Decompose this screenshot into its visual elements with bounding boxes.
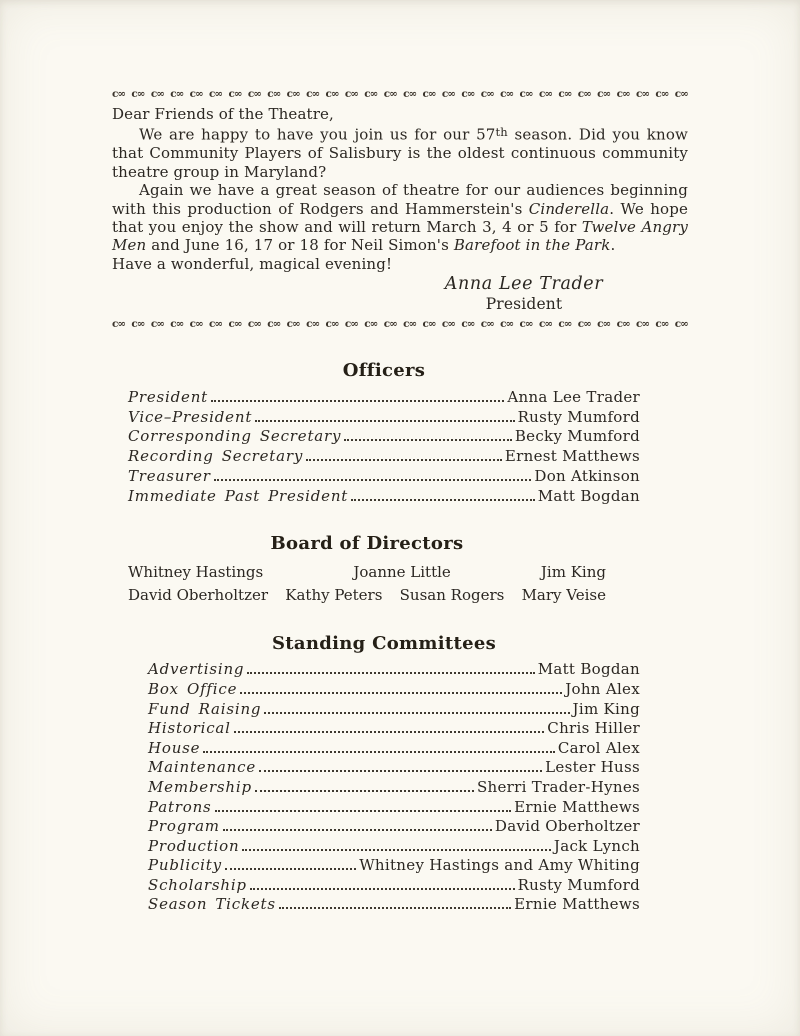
committee-name: Patrons (148, 797, 212, 816)
dot-leader (225, 868, 356, 870)
officers-heading: Officers (342, 359, 426, 381)
chain-link-ornament-icon: c∞ (461, 317, 475, 330)
chain-link-ornament-icon: c∞ (403, 88, 417, 100)
officers-list (128, 386, 640, 505)
committee-row (128, 816, 640, 836)
committee-row (128, 718, 640, 738)
board-heading: Board of Directors (270, 532, 464, 554)
chain-link-ornament-icon: c∞ (674, 317, 688, 330)
chain-link-ornament-icon: c∞ (500, 88, 514, 100)
dot-leader (264, 712, 569, 714)
officer-title: Recording Secretary (128, 447, 304, 466)
committees-list (128, 659, 640, 914)
chain-link-ornament-icon: c∞ (344, 317, 359, 330)
officer-name: Don Atkinson (534, 466, 640, 485)
paragraph-text: We are happy to have you join us for our 57 (139, 125, 496, 144)
board-member: Jim King (540, 562, 606, 581)
ordinal-superscript: th (495, 125, 508, 140)
chain-link-ornament-icon: c∞ (480, 88, 494, 100)
committee-name: Publicity (148, 856, 222, 875)
committee-chair: Chris Hiller (547, 719, 640, 738)
officer-name: Matt Bogdan (537, 486, 640, 505)
board-row (128, 561, 606, 584)
committee-chair: Lester Huss (545, 758, 640, 777)
chain-link-ornament-icon: c∞ (519, 88, 533, 100)
committee-name: Program (148, 817, 220, 836)
chain-link-ornament-icon: c∞ (150, 317, 164, 330)
committee-row (128, 894, 640, 914)
dot-leader (240, 692, 562, 694)
chain-link-ornament-icon: c∞ (577, 317, 591, 330)
board-member-rows (128, 561, 606, 607)
chain-link-ornament-icon: c∞ (538, 317, 553, 330)
dot-leader (247, 672, 534, 674)
dot-leader (306, 459, 502, 461)
committee-chair: Carol Alex (557, 738, 640, 757)
officer-title: Immediate Past President (128, 486, 349, 505)
committee-name: Membership (148, 777, 252, 796)
committee-chair: Matt Bogdan (537, 660, 640, 679)
committee-chair: Jack Lynch (553, 836, 640, 855)
paragraph-text: and June 16, 17 or 18 for Neil Simon's (146, 236, 454, 255)
chain-link-ornament-icon: c∞ (383, 317, 397, 330)
chain-link-ornament-icon: c∞ (209, 317, 223, 330)
committee-chair: David Oberholtzer (494, 817, 640, 836)
chain-link-ornament-icon: c∞ (422, 88, 436, 100)
officer-row (128, 386, 640, 406)
committee-name: Production (148, 836, 240, 855)
chain-link-ornament-icon: c∞ (500, 317, 514, 330)
chain-link-ornament-icon: c∞ (286, 88, 300, 100)
board-row (128, 584, 606, 607)
ornament-divider-top (112, 88, 688, 100)
dot-leader (214, 479, 532, 481)
paragraph-text: . (610, 236, 616, 255)
signature-name: Anna Lee Trader (444, 274, 604, 295)
chain-link-ornament-icon: c∞ (112, 317, 126, 330)
chain-link-ornament-icon: c∞ (325, 317, 339, 330)
chain-link-ornament-icon: c∞ (170, 317, 184, 330)
chain-link-ornament-icon: c∞ (441, 88, 456, 100)
chain-link-ornament-icon: c∞ (538, 88, 553, 100)
dot-leader (255, 790, 474, 792)
presidents-letter (112, 105, 688, 313)
officer-row (128, 406, 640, 426)
paragraph-text: season. Did you know that Community Players of Salisbury is the oldest continuous community theatre group in Maryland? (112, 125, 688, 181)
committee-chair: Jim King (572, 699, 640, 718)
chain-link-ornament-icon: c∞ (306, 317, 320, 330)
officer-title: Vice–President (128, 407, 253, 426)
dot-leader (215, 810, 512, 812)
chain-link-ornament-icon: c∞ (131, 88, 145, 100)
committee-row (128, 698, 640, 718)
chain-link-ornament-icon: c∞ (616, 317, 630, 330)
chain-link-ornament-icon: c∞ (306, 88, 320, 100)
committee-row (128, 678, 640, 698)
chain-link-ornament-icon: c∞ (674, 88, 688, 100)
chain-link-ornament-icon: c∞ (635, 317, 650, 330)
chain-link-ornament-icon: c∞ (112, 88, 126, 100)
chain-link-ornament-icon: c∞ (344, 88, 359, 100)
dot-leader (242, 849, 550, 851)
board-member: Mary Veise (521, 585, 606, 604)
dot-leader (351, 499, 535, 501)
paragraph-text: . We hope that you enjoy the show and will return March 3, 4 or 5 for (112, 199, 688, 236)
committee-row (128, 776, 640, 796)
dot-leader (203, 751, 554, 753)
officer-title: Corresponding Secretary (128, 427, 342, 446)
committee-chair: Sherri Trader-Hynes (476, 777, 640, 796)
signature-block (384, 275, 664, 313)
chain-link-ornament-icon: c∞ (267, 88, 281, 100)
officer-name: Anna Lee Trader (507, 387, 640, 406)
chain-link-ornament-icon: c∞ (383, 88, 397, 100)
paragraph-text: Again we have a great season of theatre for our audiences beginning with this production of Rodgers and Hammerstein's (112, 181, 688, 218)
officer-name: Ernest Matthews (504, 447, 640, 466)
committee-name: Maintenance (148, 758, 257, 777)
committee-chair: Ernie Matthews (514, 797, 640, 816)
chain-link-ornament-icon: c∞ (597, 317, 611, 330)
chain-link-ornament-icon: c∞ (597, 88, 611, 100)
chain-link-ornament-icon: c∞ (189, 317, 203, 330)
chain-link-ornament-icon: c∞ (616, 88, 630, 100)
committee-row (128, 659, 640, 679)
dot-leader (255, 420, 514, 422)
show-title-twelve-angry-men: Twelve Angry Men (112, 217, 688, 255)
chain-link-ornament-icon: c∞ (228, 88, 242, 100)
chain-link-ornament-icon: c∞ (325, 88, 339, 100)
page-content (112, 88, 688, 913)
committee-name: Season Tickets (148, 895, 276, 914)
chain-link-ornament-icon: c∞ (480, 317, 494, 330)
dot-leader (344, 439, 512, 441)
chain-link-ornament-icon: c∞ (364, 88, 378, 100)
dot-leader (211, 400, 504, 402)
board-member: Susan Rogers (399, 585, 505, 604)
letter-closing: Have a wonderful, magical evening! (112, 254, 393, 273)
chain-link-ornament-icon: c∞ (655, 317, 669, 330)
chain-link-ornament-icon: c∞ (635, 88, 650, 100)
chain-link-ornament-icon: c∞ (461, 88, 475, 100)
committee-chair: Whitney Hastings and Amy Whiting (359, 856, 640, 875)
officer-name: Becky Mumford (514, 427, 640, 446)
officer-name: Rusty Mumford (517, 407, 640, 426)
chain-link-ornament-icon: c∞ (441, 317, 456, 330)
committee-name: Historical (148, 719, 231, 738)
chain-link-ornament-icon: c∞ (189, 88, 203, 100)
board-member: David Oberholtzer (128, 585, 269, 604)
chain-link-ornament-icon: c∞ (267, 317, 281, 330)
board-member: Kathy Peters (285, 585, 383, 604)
chain-link-ornament-icon: c∞ (519, 317, 533, 330)
board-member: Whitney Hastings (128, 562, 264, 581)
committee-chair: John Alex (565, 679, 640, 698)
officer-title: President (128, 387, 209, 406)
committee-chair: Ernie Matthews (514, 895, 640, 914)
chain-link-ornament-icon: c∞ (247, 88, 261, 100)
committee-row (128, 874, 640, 894)
board-of-directors-section (128, 533, 606, 607)
show-title-cinderella: Cinderella (528, 199, 610, 218)
committee-row (128, 737, 640, 757)
chain-link-ornament-icon: c∞ (403, 317, 417, 330)
officer-title: Treasurer (128, 466, 211, 485)
dot-leader (279, 907, 511, 909)
committee-name: Advertising (148, 660, 245, 679)
chain-link-ornament-icon: c∞ (364, 317, 378, 330)
dot-leader (223, 829, 492, 831)
chain-link-ornament-icon: c∞ (247, 317, 261, 330)
standing-committees-section (128, 633, 640, 914)
chain-link-ornament-icon: c∞ (558, 317, 572, 330)
chain-link-ornament-icon: c∞ (170, 88, 184, 100)
board-member: Joanne Little (353, 562, 451, 581)
chain-link-ornament-icon: c∞ (131, 317, 145, 330)
officers-section (128, 360, 640, 505)
committee-name: Scholarship (148, 875, 247, 894)
show-title-barefoot-in-the-park: Barefoot in the Park (453, 236, 611, 255)
letter-paragraph-1 (112, 123, 688, 181)
committee-chair: Rusty Mumford (517, 875, 640, 894)
committee-row (128, 796, 640, 816)
officer-row (128, 485, 640, 505)
letter-paragraph-2 (112, 181, 688, 255)
committee-name: House (148, 738, 201, 757)
committee-name: Fund Raising (148, 699, 262, 718)
chain-link-ornament-icon: c∞ (577, 88, 591, 100)
chain-link-ornament-icon: c∞ (209, 88, 223, 100)
committee-name: Box Office (148, 679, 238, 698)
signature-title: President (485, 294, 563, 313)
chain-link-ornament-icon: c∞ (286, 317, 300, 330)
committee-row (128, 835, 640, 855)
committee-row (128, 855, 640, 875)
ornament-divider-bottom (112, 318, 688, 330)
committees-heading: Standing Committees (271, 632, 497, 654)
dot-leader (259, 770, 542, 772)
dot-leader (234, 731, 545, 733)
officer-row (128, 426, 640, 446)
officer-row (128, 445, 640, 465)
chain-link-ornament-icon: c∞ (422, 317, 436, 330)
letter-salutation: Dear Friends of the Theatre, (112, 105, 334, 123)
committee-row (128, 757, 640, 777)
chain-link-ornament-icon: c∞ (655, 88, 669, 100)
chain-link-ornament-icon: c∞ (558, 88, 572, 100)
dot-leader (250, 888, 515, 890)
chain-link-ornament-icon: c∞ (150, 88, 164, 100)
chain-link-ornament-icon: c∞ (228, 317, 242, 330)
officer-row (128, 465, 640, 485)
